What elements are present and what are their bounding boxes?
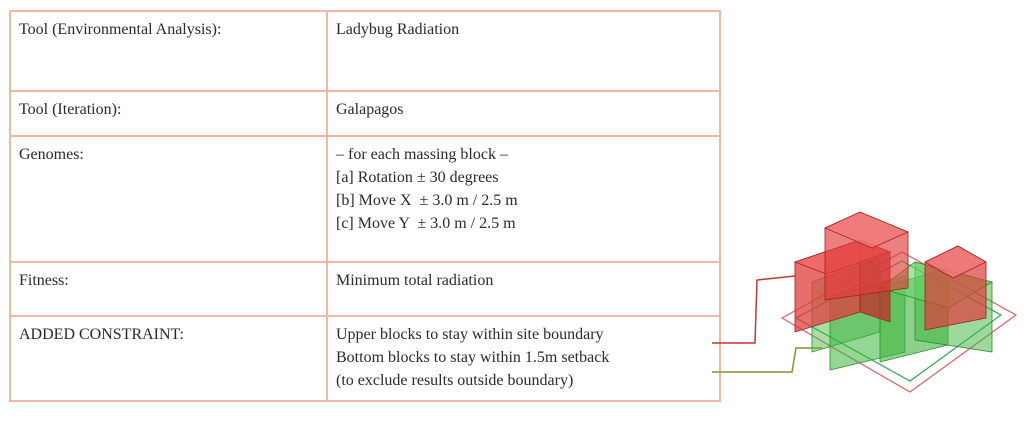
value-line: Galapagos <box>336 101 404 118</box>
value-line: Upper blocks to stay within site boundary <box>336 326 604 343</box>
upper-blocks-leader <box>712 276 795 343</box>
value-line: [a] Rotation ± 30 degrees <box>336 169 499 186</box>
value-line: [b] Move X ± 3.0 m / 2.5 m <box>336 192 518 209</box>
value-line: (to exclude results outside boundary) <box>336 372 574 389</box>
row-label: Tool (Iteration): <box>10 91 327 136</box>
row-label: Fitness: <box>10 262 327 316</box>
value-line: Bottom blocks to stay within 1.5m setback <box>336 349 610 366</box>
value-line: [c] Move Y ± 3.0 m / 2.5 m <box>336 215 516 232</box>
value-line: – for each massing block – <box>336 146 508 163</box>
value-line: Ladybug Radiation <box>336 21 460 38</box>
row-label: Genomes: <box>10 136 327 262</box>
row-label: ADDED CONSTRAINT: <box>10 316 327 401</box>
row-label: Tool (Environmental Analysis): <box>10 11 327 91</box>
setback-leader <box>712 348 822 372</box>
value-line: Minimum total radiation <box>336 272 494 289</box>
